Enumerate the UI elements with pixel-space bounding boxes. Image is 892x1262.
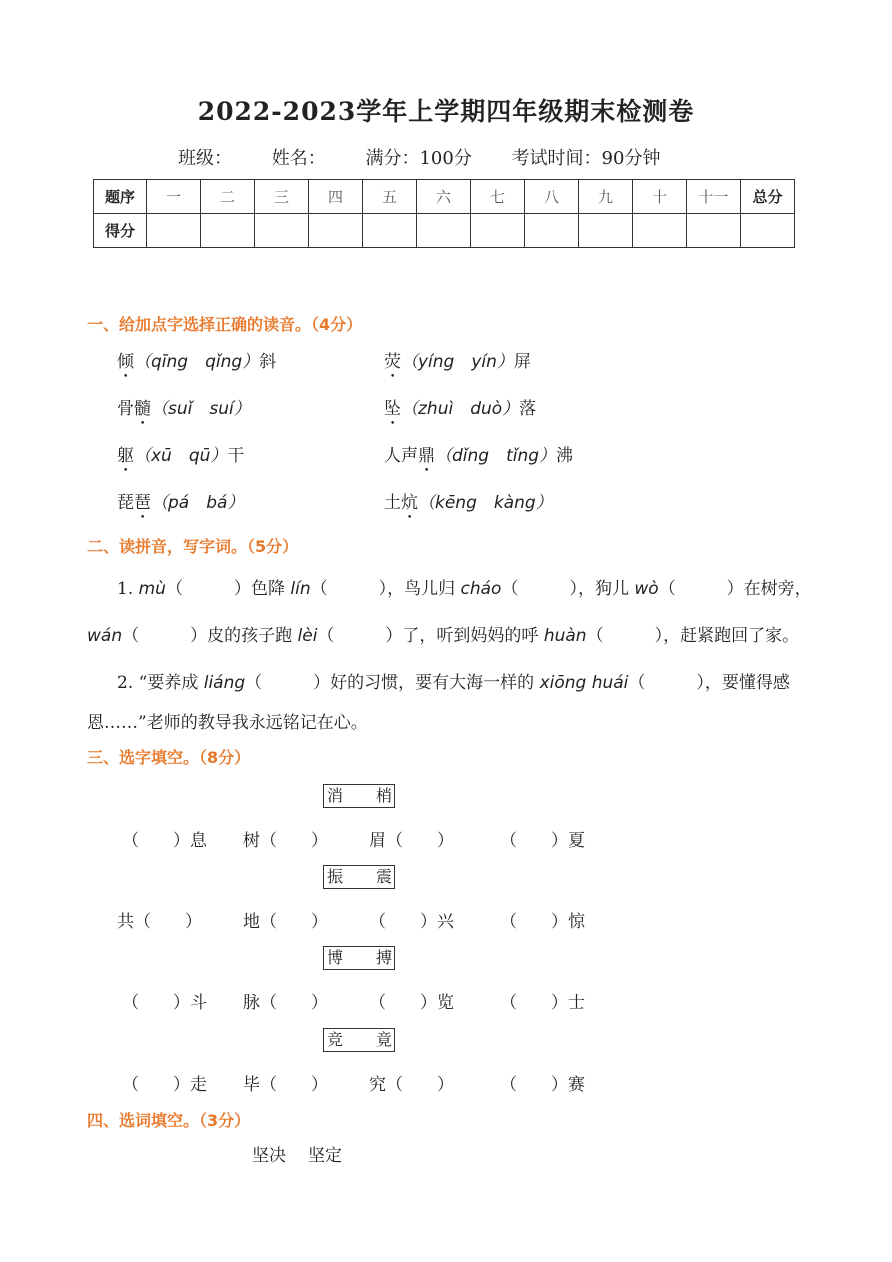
pinyin: mù xyxy=(138,579,166,599)
item-text: 落 xyxy=(519,399,537,419)
choice-char: 竟 xyxy=(376,1030,393,1049)
score-cell[interactable] xyxy=(741,214,795,248)
score-cell[interactable] xyxy=(417,214,471,248)
choice-char: 震 xyxy=(376,867,393,886)
score-cell[interactable] xyxy=(687,214,741,248)
score-cell[interactable] xyxy=(255,214,309,248)
pinyin-options: （dǐng tǐng） xyxy=(435,446,557,466)
pinyin-options: （pá bá） xyxy=(151,493,245,513)
dotted-char: 倾 xyxy=(117,352,134,372)
dotted-char: 琶 xyxy=(134,493,151,513)
score-cell[interactable] xyxy=(579,214,633,248)
pinyin: xiōng huái xyxy=(539,673,629,693)
s2-q1-line-b: wán（ ）皮的孩子跑 lèi（ ）了，听到妈妈的呼 huàn（ ），赶紧跑回了家。 xyxy=(87,626,800,646)
item-text: 土 xyxy=(384,493,401,513)
section-2-title: 二、读拼音，写字词。（5分） xyxy=(87,537,299,556)
pronunciation-item xyxy=(117,441,244,476)
score-cell[interactable] xyxy=(633,214,687,248)
item-text: 人声 xyxy=(384,446,418,466)
score-cell[interactable] xyxy=(363,214,417,248)
fill-blank-item: （ ）士 xyxy=(500,993,585,1013)
item-text: 沸 xyxy=(556,446,574,466)
dotted-char: 炕 xyxy=(401,493,418,513)
pronunciation-item xyxy=(384,441,573,476)
score-cell[interactable] xyxy=(147,214,201,248)
col-2: 二 xyxy=(201,180,255,214)
col-3: 三 xyxy=(255,180,309,214)
row-head-score: 得分 xyxy=(94,214,147,248)
score-cell[interactable] xyxy=(201,214,255,248)
choice-char: 搏 xyxy=(376,948,393,967)
fill-blank-item: （ ）夏 xyxy=(500,831,585,851)
score-row-score xyxy=(94,214,795,248)
pronunciation-item xyxy=(384,347,531,382)
pinyin: wán xyxy=(87,626,123,646)
item-text: 干 xyxy=(227,446,245,466)
col-total: 总分 xyxy=(741,180,795,214)
full-score: 满分：100分 xyxy=(365,148,472,169)
word-option: 坚决 xyxy=(252,1146,286,1166)
choice-char: 竞 xyxy=(327,1030,344,1049)
col-8: 八 xyxy=(525,180,579,214)
fill-blank-item: 树（ ） xyxy=(243,831,328,851)
fill-blank-item: （ ）赛 xyxy=(500,1075,585,1095)
char-choice-box xyxy=(323,865,395,889)
s2-q2-line-a: 2. “要养成 liáng（ ）好的习惯，要有大海一样的 xiōng huái（ ），要懂得感 xyxy=(117,673,790,693)
fill-blank-item: （ ）走 xyxy=(122,1075,207,1095)
item-text: 屏 xyxy=(513,352,531,372)
row-head-order: 题序 xyxy=(94,180,147,214)
pinyin-options: （zhuì duò） xyxy=(401,399,520,419)
choice-char: 博 xyxy=(327,948,344,967)
s2-q1-line-a: 1. mù（ ）色降 lín（ ），鸟儿归 cháo（ ），狗儿 wò（ ）在树旁， xyxy=(117,579,812,599)
pinyin: wò xyxy=(634,579,659,599)
col-6: 六 xyxy=(417,180,471,214)
pronunciation-item xyxy=(384,394,536,429)
fill-blank-item: （ ）息 xyxy=(122,831,207,851)
col-1: 一 xyxy=(147,180,201,214)
item-text: 骨 xyxy=(117,399,134,419)
score-cell[interactable] xyxy=(525,214,579,248)
pinyin-options: （yíng yín） xyxy=(401,352,514,372)
choice-char: 振 xyxy=(327,867,344,886)
section-3-title: 三、选字填空。（8分） xyxy=(87,748,251,767)
col-10: 十 xyxy=(633,180,687,214)
fill-blank-item: （ ）兴 xyxy=(369,912,454,932)
fill-blank-item: 地（ ） xyxy=(243,912,328,932)
pronunciation-item xyxy=(117,394,251,429)
score-row-order xyxy=(94,180,795,214)
class-label: 班级： xyxy=(178,148,232,169)
fill-blank-item: （ ）斗 xyxy=(122,993,207,1013)
col-9: 九 xyxy=(579,180,633,214)
item-text: 琵 xyxy=(117,493,134,513)
choice-char: 梢 xyxy=(376,786,393,805)
col-7: 七 xyxy=(471,180,525,214)
fill-blank-item: 毕（ ） xyxy=(243,1075,328,1095)
item-text: 斜 xyxy=(259,352,277,372)
pronunciation-item xyxy=(117,488,244,523)
fill-blank-item: 究（ ） xyxy=(369,1075,454,1095)
score-cell[interactable] xyxy=(309,214,363,248)
section-1-title: 一、给加点字选择正确的读音。（4分） xyxy=(87,315,363,334)
fill-blank-item: 脉（ ） xyxy=(243,993,328,1013)
pronunciation-item xyxy=(117,347,276,382)
dotted-char: 坠 xyxy=(384,399,401,419)
fill-blank-item: 共（ ） xyxy=(117,912,202,932)
pinyin: lèi xyxy=(297,626,318,646)
section-4-title: 四、选词填空。（3分） xyxy=(87,1111,251,1130)
fill-blank-item: 眉（ ） xyxy=(369,831,454,851)
score-table xyxy=(93,179,795,248)
char-choice-box xyxy=(323,784,395,808)
dotted-char: 荧 xyxy=(384,352,401,372)
char-choice-box xyxy=(323,1028,395,1052)
fill-blank-item: （ ）惊 xyxy=(500,912,585,932)
pinyin-options: （qīng qǐng） xyxy=(134,352,260,372)
col-4: 四 xyxy=(309,180,363,214)
pinyin-options: （kēng kàng） xyxy=(418,493,553,513)
pinyin: liáng xyxy=(203,673,246,693)
word-option: 坚定 xyxy=(308,1146,342,1166)
score-cell[interactable] xyxy=(471,214,525,248)
pinyin-options: （suǐ suí） xyxy=(151,399,251,419)
dotted-char: 躯 xyxy=(117,446,134,466)
char-choice-box xyxy=(323,946,395,970)
dotted-char: 髓 xyxy=(134,399,151,419)
s2-q2-line-b: 恩……”老师的教导我永远铭记在心。 xyxy=(87,713,368,733)
pinyin: lín xyxy=(290,579,311,599)
fill-blank-item: （ ）览 xyxy=(369,993,454,1013)
pronunciation-item xyxy=(384,488,553,523)
pinyin-options: （xū qū） xyxy=(134,446,228,466)
s4-words xyxy=(252,1141,342,1166)
exam-time: 考试时间：90分钟 xyxy=(511,148,661,169)
pinyin: huàn xyxy=(543,626,587,646)
dotted-char: 鼎 xyxy=(418,446,435,466)
page-title: 2022-2023学年上学期四年级期末检测卷 xyxy=(197,97,695,126)
col-5: 五 xyxy=(363,180,417,214)
name-label: 姓名： xyxy=(271,148,326,169)
col-11: 十一 xyxy=(687,180,741,214)
exam-info xyxy=(178,144,660,170)
pinyin: cháo xyxy=(460,579,502,599)
choice-char: 消 xyxy=(327,786,344,805)
